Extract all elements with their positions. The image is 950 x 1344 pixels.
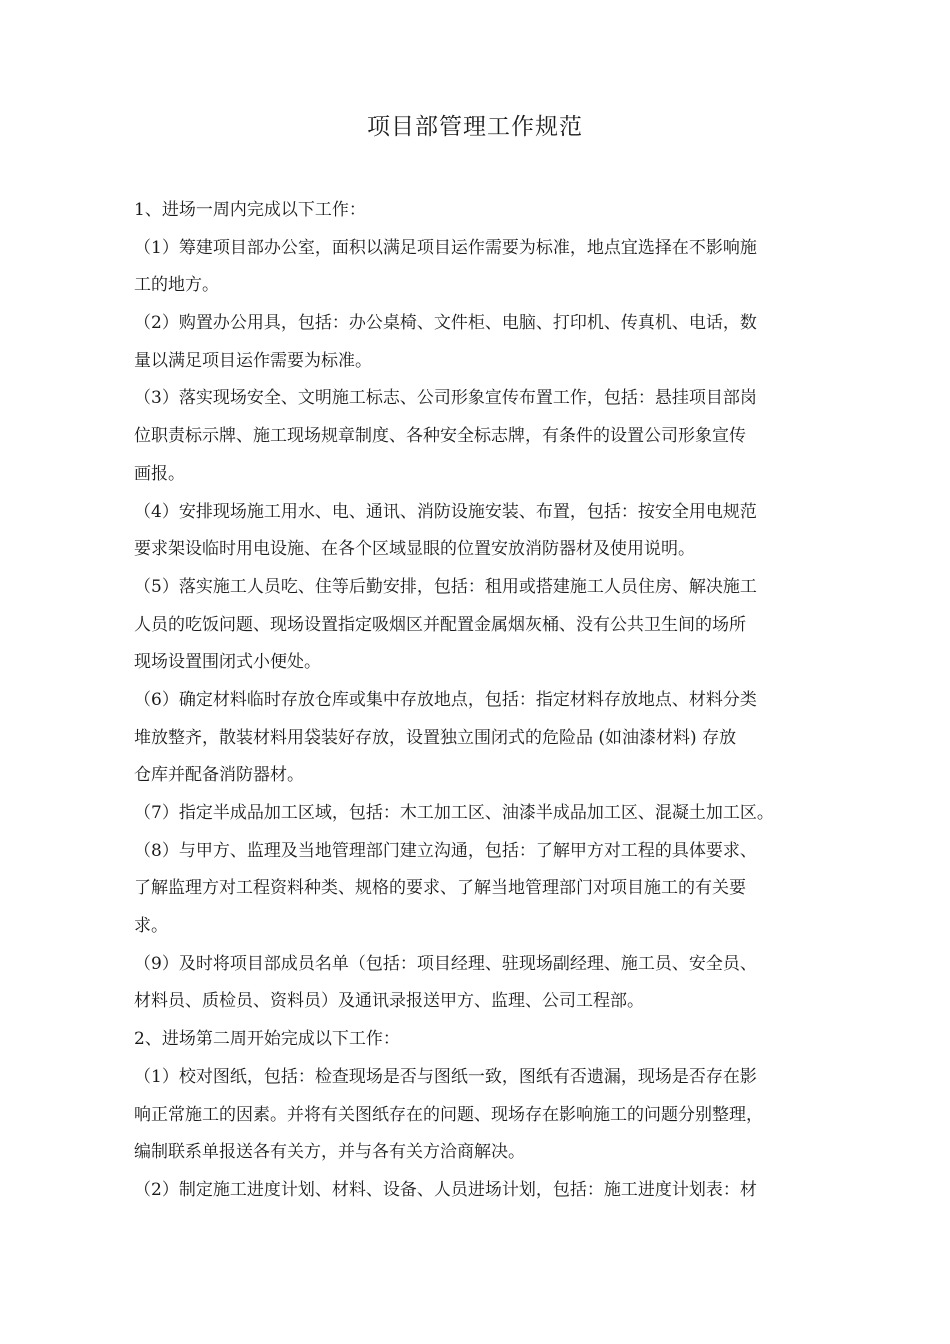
text-line: 现场设置围闭式小便处。 xyxy=(134,652,321,673)
text-line: 材料员、质检员、资料员）及通讯录报送甲方、监理、公司工程部。 xyxy=(134,991,644,1012)
text-line: 仓库并配备消防器材。 xyxy=(134,765,304,786)
text-line: （8）与甲方、监理及当地管理部门建立沟通，包括：了解甲方对工程的具体要求、 xyxy=(134,840,757,861)
text-line: 位职责标示牌、施工现场规章制度、各种安全标志牌，有条件的设置公司形象宣传 xyxy=(134,426,746,447)
text-line: （7）指定半成品加工区域，包括：木工加工区、油漆半成品加工区、混凝土加工区。 xyxy=(134,803,774,823)
text-line: （4）安排现场施工用水、电、通讯、消防设施安装、布置，包括：按安全用电规范 xyxy=(134,501,757,522)
text-line: 响正常施工的因素。并将有关图纸存在的问题、现场存在影响施工的问题分别整理， xyxy=(134,1104,763,1125)
text-line: 2、进场第二周开始完成以下工作： xyxy=(134,1029,400,1050)
text-line: （1）筹建项目部办公室，面积以满足项目运作需要为标准，地点宜选择在不影响施 xyxy=(134,237,757,258)
text-line: 1、进场一周内完成以下工作： xyxy=(134,200,366,220)
text-line: （5）落实施工人员吃、住等后勤安排，包括：租用或搭建施工人员住房、解决施工 xyxy=(134,576,757,597)
text-line: 要求架设临时用电设施、在各个区域显眼的位置安放消防器材及使用说明。 xyxy=(134,539,695,560)
text-line: 画报。 xyxy=(134,463,185,484)
text-line: 了解监理方对工程资料种类、规格的要求、了解当地管理部门对项目施工的有关要 xyxy=(134,878,746,899)
text-line: （2）购置办公用具，包括：办公桌椅、文件柜、电脑、打印机、传真机、电话，数 xyxy=(134,313,757,334)
text-line: （6）确定材料临时存放仓库或集中存放地点，包括：指定材料存放地点、材料分类 xyxy=(134,689,757,710)
text-line: 编制联系单报送各有关方，并与各有关方洽商解决。 xyxy=(134,1142,525,1163)
text-line: 堆放整齐，散装材料用袋装好存放，设置独立围闭式的危险品 (如油漆材料) 存放 xyxy=(134,727,737,748)
text-line: （1）校对图纸，包括：检查现场是否与图纸一致，图纸有否遗漏，现场是否存在影 xyxy=(134,1066,757,1087)
text-line: 人员的吃饭问题、现场设置指定吸烟区并配置金属烟灰桶、没有公共卫生间的场所 xyxy=(134,614,746,635)
text-line: 工的地方。 xyxy=(134,275,219,296)
text-line: 求。 xyxy=(134,916,168,937)
document-body xyxy=(134,192,839,1210)
text-line: （2）制定施工进度计划、材料、设备、人员进场计划，包括：施工进度计划表：材 xyxy=(134,1179,757,1200)
text-line: （9）及时将项目部成员名单（包括：项目经理、驻现场副经理、施工员、安全员、 xyxy=(134,953,757,974)
text-line: （3）落实现场安全、文明施工标志、公司形象宣传布置工作，包括：悬挂项目部岗 xyxy=(134,388,757,409)
document-title: 项目部管理工作规范 xyxy=(367,114,583,140)
text-line: 量以满足项目运作需要为标准。 xyxy=(134,350,372,371)
